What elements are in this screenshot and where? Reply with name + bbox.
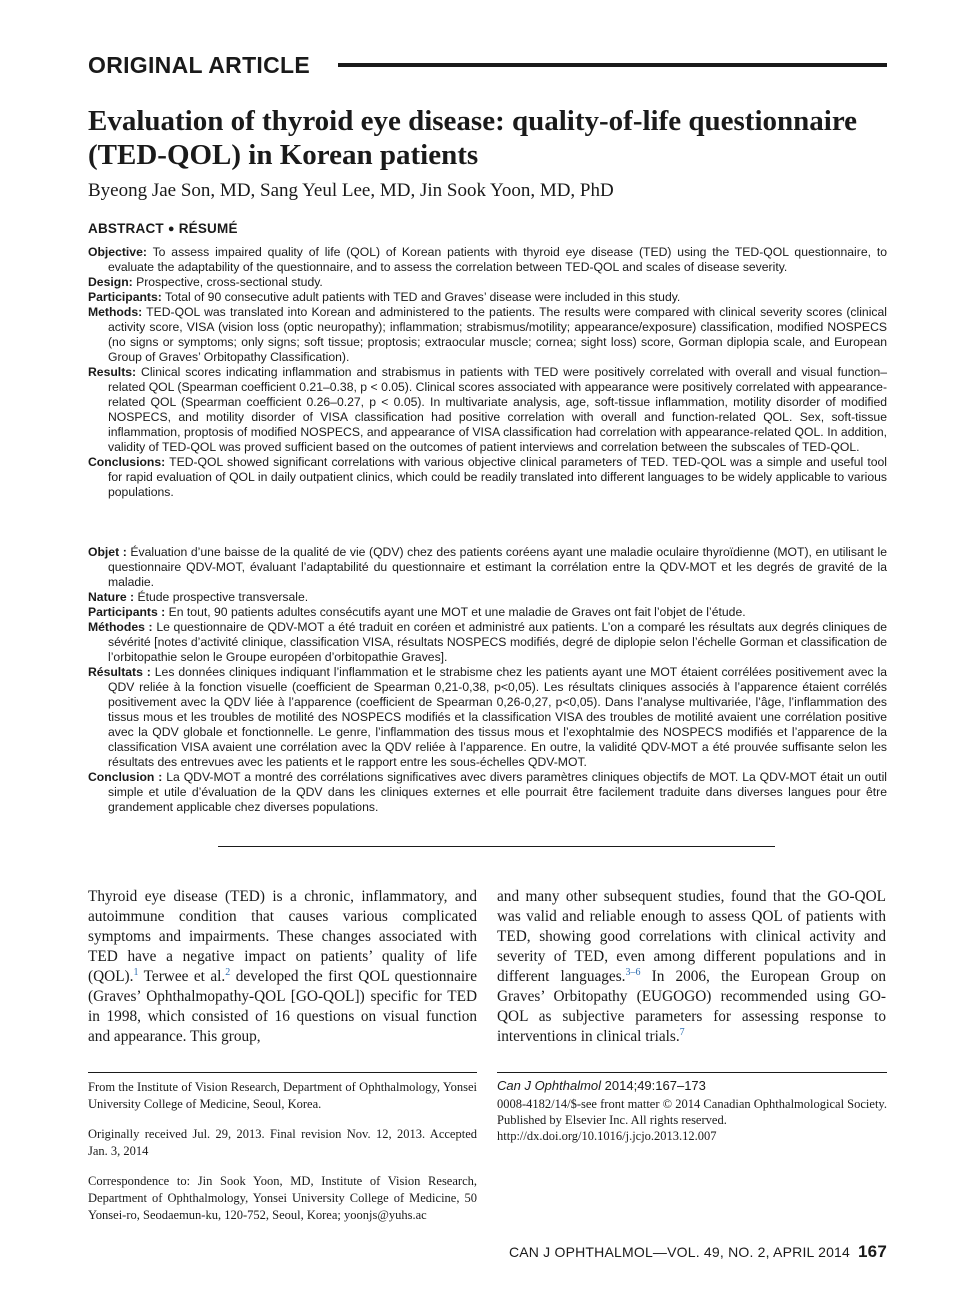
correspondence-note: Correspondence to: Jin Sook Yoon, MD, Institute of Vision Research, Department of Ophthalmology, Yonsei University College of Medicine, 50 Yonsei-ro, Seodaemun-ku, 120-752, Seoul, Korea; yoonjs@yuhs.ac — [88, 1174, 477, 1222]
body-column-right — [497, 887, 886, 1047]
abstract-text: Clinical scores indicating inflammation and strabismus in patients with TED were positively correlated with overall and visual function–related QOL (Spearman coefficient 0.21–0.38, p < 0.05). Clinical scores associated with appearance were positively correlated with appearance-related QOL (Spearman coefficient 0.26–0.27, p < 0.05). In multivariate analysis, age, soft-tissue inflammation, motility disorder of modified NOSPECS, and motility disorder of VISA classification had positive correlation with overall and function-related QOL. Sex, soft-tissue inflammation, proptosis of modified NOSPECS, and appearance of VISA classification had correlation with appearance-related QOL. In addition, validity of TED-QOL was proved sufficient based on the outcomes of patient interviews and correlation between the subscales of TED-QOL. — [108, 365, 887, 454]
resume-item — [88, 545, 887, 590]
abstract-item — [88, 245, 887, 275]
abstract-label: Design: — [88, 275, 133, 289]
received-note: Originally received Jul. 29, 2013. Final revision Nov. 12, 2013. Accepted Jan. 3, 2014 — [88, 1127, 477, 1158]
header-rule — [338, 63, 887, 67]
resume-item — [88, 590, 887, 605]
abstract-item — [88, 275, 887, 290]
abstract-label: Results: — [88, 365, 137, 379]
heading-bullet-icon: ● — [167, 223, 175, 235]
abstract-english — [88, 245, 887, 500]
resume-label: Méthodes : — [88, 620, 153, 634]
abstract-label: Conclusions: — [88, 455, 166, 469]
resume-label: Résultats : — [88, 665, 151, 679]
body-text: Terwee et al. — [138, 968, 226, 985]
journal-volume: 2014;49:167–173 — [601, 1078, 706, 1093]
abstract-french — [88, 545, 887, 815]
body-text: In 2006, the European Group on Graves’ Orbitopathy (EUGOGO) recommended using GO-QOL as subjective parameters for assessing response to interventions in clinical trials. — [497, 968, 886, 1045]
abstract-item — [88, 290, 887, 305]
resume-text: Le questionnaire de QDV-MOT a été traduit en coréen et administré aux patients. L’on a comparé les résultats aux degrés cliniques de sévérité [notes d’activité clinique, classification VISA, résultats NOSPECS modifiés, degré de diplopie selon l’échelle Gorman et classification de l’orbitopathie selon le Groupe européen d’orbitopathie Graves]. — [108, 620, 888, 664]
abstract-heading — [88, 221, 238, 236]
running-footer — [509, 1242, 887, 1262]
body-column-left — [88, 887, 477, 1047]
doi-link[interactable]: http://dx.doi.org/10.1016/j.jcjo.2013.12.007 — [497, 1129, 717, 1143]
resume-text: En tout, 90 patients adultes consécutifs ayant une MOT et une maladie de Graves ont fait l’objet de l’étude. — [168, 605, 746, 619]
abstract-item — [88, 305, 887, 365]
reference-link[interactable]: 2 — [225, 966, 231, 978]
abstract-text: TED-QOL was translated into Korean and administered to the patients. The results were compared with clinical severity scores (clinical activity score, VISA (vision loss (optic neuropathy); inflammation; strabismus/motility; appearance/exposure) classification, modified NOSPECS (no signs or symptoms; only signs; soft tissue; proptosis; extraocular muscle; cornea; sight loss) score, Gorman diplopia scale, and European Group of Graves’ Orbitopathy Classification). — [108, 305, 887, 364]
body-text: Thyroid eye disease (TED) is a chronic, inflammatory, and autoimmune condition that causes various complicated symptoms and impairments. These changes associated with TED have a negative impact on patients’ quality of life (QOL). — [88, 888, 477, 985]
abstract-text: To assess impaired quality of life (QOL) of Korean patients with thyroid eye disease (TED) using the TED-QOL questionnaire, to evaluate the adaptability of the questionnaire, and to assess the correlation between TED-QOL and scales of disease severity. — [108, 245, 888, 274]
abstract-item — [88, 455, 887, 500]
abstract-label: Objective: — [88, 245, 147, 259]
resume-text: Évaluation d’une baisse de la qualité de vie (QDV) chez des patients coréens ayant une maladie oculaire thyroïdienne (MOT), en utilisant le questionnaire QDV-MOT, évaluant l’adaptabilité du questionnaire et estimant la corrélation entre la QDV-MOT et les degrés de gravité de la maladie. — [108, 545, 887, 589]
footnote-divider-left — [88, 1072, 477, 1073]
footnote-divider-right — [497, 1072, 887, 1073]
resume-label: Conclusion : — [88, 770, 163, 784]
affiliation-note: From the Institute of Vision Research, Department of Ophthalmology, Yonsei University College of Medicine, Seoul, Korea. — [88, 1080, 477, 1111]
author-list: Byeong Jae Son, MD, Sang Yeul Lee, MD, Jin Sook Yoon, MD, PhD — [88, 180, 614, 201]
journal-name: Can J Ophthalmol — [497, 1078, 602, 1093]
abstract-heading-en: ABSTRACT — [88, 221, 164, 236]
abstract-heading-fr: RÉSUMÉ — [178, 221, 238, 236]
resume-label: Objet : — [88, 545, 127, 559]
section-label: ORIGINAL ARTICLE — [88, 52, 311, 78]
section-header — [88, 50, 887, 80]
resume-label: Nature : — [88, 590, 135, 604]
abstract-text: Total of 90 consecutive adult patients with TED and Graves’ disease were included in this study. — [165, 290, 681, 304]
copyright-note — [497, 1096, 887, 1144]
abstract-divider — [218, 846, 775, 847]
body-text: developed the first QOL questionnaire (Graves’ Ophthalmopathy-QOL [GO-QOL]) specific for TED in 1998, which consisted of 16 questions on visual function and appearance. This group, — [88, 968, 478, 1045]
reference-link[interactable]: 1 — [133, 966, 139, 978]
article-title: Evaluation of thyroid eye disease: quality-of-life questionnaire (TED-QOL) in Korean patients — [88, 105, 858, 171]
body-text: and many other subsequent studies, found that the GO-QOL was valid and reliable enough to assess QOL of patients with TED, showing good correlations with clinical activity and severity of TED, even among different populations and in different languages. — [497, 888, 886, 985]
resume-item — [88, 620, 887, 665]
abstract-text: TED-QOL showed significant correlations with various objective clinical parameters of TED. TED-QOL was a simple and useful tool for rapid evaluation of QOL in daily outpatient clinics, which could be readily translated into different languages to be widely applicable to various populations. — [108, 455, 887, 499]
journal-citation — [497, 1078, 706, 1093]
resume-item — [88, 770, 887, 815]
abstract-label: Methods: — [88, 305, 143, 319]
resume-text: La QDV-MOT a montré des corrélations significatives avec divers paramètres cliniques objectifs de MOT. La QDV-MOT était un outil simple et utile d’évaluation de la QDV dans les cliniques externes et elle pourrait être facilement traduite dans diverses langues pour être grandement applicable chez diverses populations. — [108, 770, 887, 814]
page-number: 167 — [858, 1242, 887, 1261]
journal-issue: CAN J OPHTHALMOL—VOL. 49, NO. 2, APRIL 2014 — [508, 1244, 851, 1260]
resume-text: Les données cliniques indiquant l’inflammation et le strabisme chez les patients ayant une MOT étaient corrélées positivement avec la QDV reliée à la fonction visuelle (coefficient de Spearman 0,21-0,38, p<0,05). Les résultats cliniques associés à l’apparence étaient corrélés positivement avec la QDV liée à l’apparence (coefficient de Spearman 0,26-0,27, p<0,05). Dans l’analyse multivariée, l’âge, l’inflammation des tissus mous et les troubles de motilité des NOSPECS modifiés et la classification VISA des troubles de motilité avaient une corrélation positive avec la QDV globale et fonctionnelle. Le genre, l’inflammation des tissus mous et l’exophtalmie des NOSPECS modifiés et l’apparence de la classification VISA avaient une corrélation avec la QDV reliée à l’apparence. En outre, la validité QDV-MOT a été prouvée suffisante selon les résultats des entrevues avec les patients et le rapport entre les sous-échelles QDV-MOT. — [108, 665, 887, 769]
abstract-label: Participants: — [88, 290, 162, 304]
abstract-item — [88, 365, 887, 455]
resume-label: Participants : — [88, 605, 166, 619]
copyright-text: 0008-4182/14/$-see front matter © 2014 Canadian Ophthalmological Society. Published by Elsevier Inc. All rights reserved. — [497, 1097, 887, 1127]
resume-item — [88, 665, 887, 770]
reference-link[interactable]: 3–6 — [625, 966, 641, 978]
abstract-text: Prospective, cross-sectional study. — [136, 275, 323, 289]
resume-item — [88, 605, 887, 620]
reference-link[interactable]: 7 — [679, 1026, 685, 1038]
resume-text: Étude prospective transversale. — [137, 590, 309, 604]
